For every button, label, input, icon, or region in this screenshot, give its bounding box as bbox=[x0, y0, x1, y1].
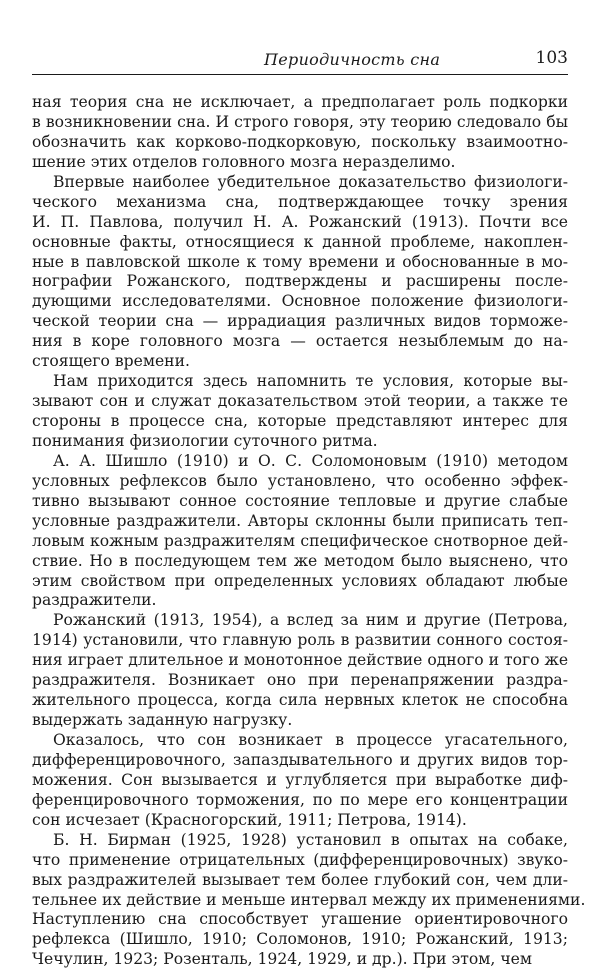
text-line: жительного процесса, когда сила нервных клеток не способна bbox=[32, 691, 568, 710]
text-line: Б. Н. Бирман (1925, 1928) установил в опытах на собаке, bbox=[53, 830, 568, 849]
text-line: Чечулин, 1923; Розенталь, 1924, 1929, и др.). При этом, чем bbox=[32, 950, 532, 969]
paragraph bbox=[32, 611, 568, 731]
text-line: раздражителя. Возникает оно при перенапряжении раздра- bbox=[32, 671, 568, 690]
text-line: нографии Рожанского, подтверждены и расширены после- bbox=[32, 272, 568, 291]
text-line: что применение отрицательных (дифференцировочных) звуко- bbox=[32, 850, 568, 869]
text-line: стоящего времени. bbox=[32, 352, 190, 371]
text-line: рефлекса (Шишло, 1910; Соломонов, 1910; Рожанский, 1913; bbox=[32, 930, 568, 949]
text-line: шение этих отделов головного мозга неразделимо. bbox=[32, 152, 456, 171]
text-line: ные в павловской школе к тому времени и обоснованные в мо- bbox=[32, 252, 568, 271]
text-line: ния играет длительное и монотонное действие одного и того же bbox=[32, 651, 569, 670]
text-line: ческой теории сна — иррадиация различных видов торможе- bbox=[32, 312, 568, 331]
header-rule bbox=[32, 74, 568, 75]
text-line: ловым кожным раздражителям специфическое снотворное дей- bbox=[32, 531, 568, 550]
text-line: ческого механизма сна, подтверждающее точку зрения bbox=[32, 192, 568, 211]
page-header bbox=[32, 48, 568, 78]
paragraph bbox=[32, 173, 568, 372]
text-line: Наступлению сна способствует угашение ориентировочного bbox=[32, 910, 568, 929]
text-line: сон исчезает (Красногорский, 1911; Петрова, 1914). bbox=[32, 810, 467, 829]
text-line: дующими исследователями. Основное положение физиологи- bbox=[32, 292, 568, 311]
text-line: ференцировочного торможения, по по мере его концентрации bbox=[32, 790, 568, 809]
body-text bbox=[32, 93, 586, 970]
paragraph bbox=[32, 93, 568, 173]
text-line: Оказалось, что сон возникает в процессе угасательного, bbox=[53, 731, 568, 749]
text-line: этим свойством при определенных условиях обладают любые bbox=[32, 571, 568, 590]
paragraph bbox=[32, 830, 586, 970]
text-line: стороны в процессе сна, которые представляют интерес для bbox=[32, 412, 568, 430]
text-line: ствие. Но в последующем тем же методом было выяснено, что bbox=[32, 551, 568, 570]
page-number: 103 bbox=[535, 48, 568, 68]
text-line: выдержать заданную нагрузку. bbox=[32, 711, 293, 730]
text-line: в возникновении сна. И строго говоря, эту теорию следовало бы bbox=[32, 112, 568, 131]
paragraph bbox=[32, 372, 568, 452]
text-line: вых раздражителей вызывает тем более глубокий сон, чем дли- bbox=[32, 870, 568, 889]
text-line: Нам приходится здесь напомнить те условия, которые вы- bbox=[53, 372, 568, 391]
paragraph bbox=[32, 452, 568, 612]
text-line: И. П. Павлова, получил Н. А. Рожанский (1913). Почти все bbox=[32, 212, 568, 231]
paragraph bbox=[32, 731, 568, 831]
text-line: обозначить как корково-подкорковую, поскольку взаимоотно- bbox=[32, 132, 568, 151]
text-line: дифференцировочного, запаздывательного и других видов тор- bbox=[32, 750, 568, 769]
text-line: основные факты, относящиеся к данной проблеме, накоплен- bbox=[32, 232, 568, 251]
text-line: 1914) установили, что главную роль в развитии сонного состоя- bbox=[32, 631, 568, 650]
text-line: условные раздражители. Авторы склонны были приписать теп- bbox=[32, 511, 568, 530]
running-title: Периодичность сна bbox=[264, 50, 441, 69]
text-line: ния в коре головного мозга — остается незыблемым до на- bbox=[32, 332, 568, 351]
text-line: понимания физиологии суточного ритма. bbox=[32, 431, 378, 450]
text-line: можения. Сон вызывается и углубляется при выработке диф- bbox=[32, 770, 568, 789]
text-line: тельнее их действие и меньше интервал между их применениями. bbox=[32, 890, 586, 909]
text-line: зывают сон и служат доказательством этой теории, а также те bbox=[32, 392, 568, 411]
text-line: раздражители. bbox=[32, 591, 157, 610]
text-line: А. А. Шишло (1910) и О. С. Соломоновым (1910) методом bbox=[53, 451, 568, 470]
text-line: Впервые наиболее убедительное доказательство физиологи- bbox=[53, 172, 568, 191]
text-line: тивно вызывают сонное состояние тепловые и другие слабые bbox=[32, 491, 568, 510]
text-line: Рожанский (1913, 1954), а вслед за ним и другие (Петрова, bbox=[53, 611, 568, 630]
text-line: условных рефлексов было установлено, что особенно эффек- bbox=[32, 471, 568, 490]
text-line: ная теория сна не исключает, а предполагает роль подкорки bbox=[32, 93, 568, 111]
